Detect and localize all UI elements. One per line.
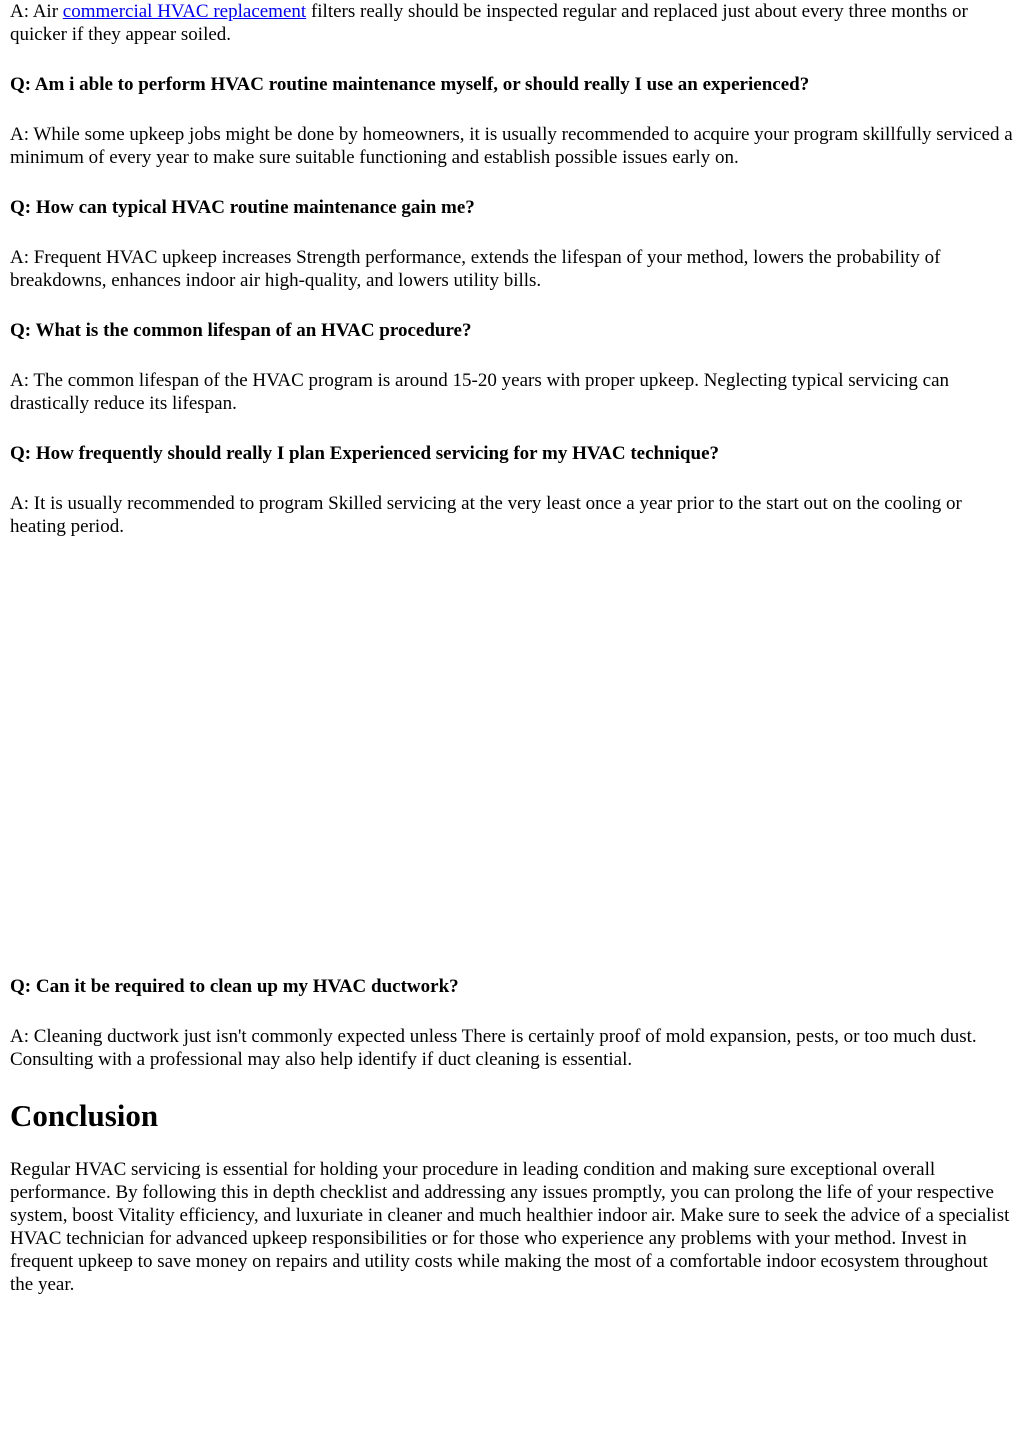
faq-answer-ductwork: A: Cleaning ductwork just isn't commonly expected unless There is certainly proof of mold expansion, pests, or too much dust. Consulting with a professional may also help identify if duct cleaning is essential.	[10, 1026, 977, 1070]
conclusion-body: Regular HVAC servicing is essential for holding your procedure in leading condition and making sure exceptional overall performance. By following this in depth checklist and addressing any issues promptly, you can prolong the life of your respective system, boost Vitality efficiency, and luxuriate in cleaner and much healthier indoor air. Make sure to seek the advice of a specialist HVAC technician for advanced upkeep responsibilities or for those who experience any problems with your method. Invest in frequent upkeep to save money on repairs and utility costs while making the most of a comfortable indoor ecosystem throughout the year.	[10, 1159, 1010, 1295]
faq-question-servicing-frequency: Q: How frequently should really I plan Experienced servicing for my HVAC technique?	[10, 443, 720, 464]
faq-answer-diy-maintenance: A: While some upkeep jobs might be done by homeowners, it is usually recommended to acquire your program skillfully serviced a minimum of every year to make sure suitable functioning and establish possible issues early on.	[10, 124, 1013, 168]
faq-question-diy-maintenance: Q: Am i able to perform HVAC routine maintenance myself, or should really I use an experienced?	[10, 74, 810, 95]
faq-question-benefits: Q: How can typical HVAC routine maintenance gain me?	[10, 197, 475, 218]
faq-answer-air-filters	[10, 0, 1014, 46]
faq-answer-benefits: A: Frequent HVAC upkeep increases Strength performance, extends the lifespan of your method, lowers the probability of breakdowns, enhances indoor air high-quality, and lowers utility bills.	[10, 247, 941, 291]
commercial-hvac-replacement-link[interactable]: commercial HVAC replacement	[62, 1, 307, 22]
faq-answer-lifespan: A: The common lifespan of the HVAC program is around 15-20 years with proper upkeep. Neglecting typical servicing can drastically reduce its lifespan.	[10, 370, 950, 414]
article-content	[10, 0, 1014, 1323]
conclusion-heading: Conclusion	[10, 1098, 159, 1133]
blank-space	[10, 565, 1014, 975]
answer-suffix: filters really should be inspected regular and replaced just about every three months or quicker if they appear soiled.	[10, 1, 968, 45]
faq-question-ductwork: Q: Can it be required to clean up my HVAC ductwork?	[10, 976, 459, 997]
faq-answer-servicing-frequency: A: It is usually recommended to program Skilled servicing at the very least once a year prior to the start out on the cooling or heating period.	[10, 493, 962, 537]
faq-question-lifespan: Q: What is the common lifespan of an HVAC procedure?	[10, 320, 472, 341]
answer-prefix: A: Air	[10, 1, 63, 22]
